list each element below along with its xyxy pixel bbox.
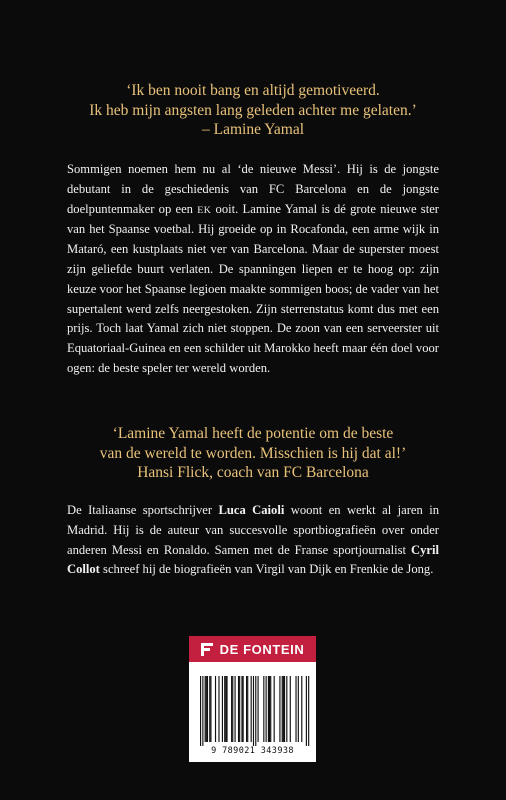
barcode-bar <box>241 676 242 742</box>
author-name: Cyril Collot <box>67 542 439 577</box>
barcode-bar <box>238 676 239 742</box>
publisher-name: DE FONTEIN <box>219 641 305 657</box>
barcode-bar <box>295 676 296 742</box>
book-summary <box>67 160 439 379</box>
publisher-badge <box>189 636 316 662</box>
barcode-bar <box>258 676 259 742</box>
quote-line: van de wereld te worden. Misschien is hij dat al!’ <box>99 444 407 462</box>
barcode-bar <box>255 676 256 746</box>
barcode-bar <box>247 676 248 742</box>
bio-text-part: De Italiaanse sportschrijver <box>67 503 219 517</box>
bio-text-part: woont en werkt al jaren in Madrid. Hij is de auteur van succesvolle sportbiografieën over onder anderen Messi en Ronaldo. Samen met de Franse sportjournalist <box>67 503 439 557</box>
barcode-bar <box>301 676 302 742</box>
barcode-bar <box>232 676 233 742</box>
barcode-bar <box>215 676 216 742</box>
barcode-bar <box>251 676 252 742</box>
barcode-bar <box>268 676 269 742</box>
barcode-bar <box>283 676 284 742</box>
barcode-bar <box>205 676 206 742</box>
barcode-bar <box>225 676 226 742</box>
author-bio <box>67 501 439 580</box>
barcode-bar <box>282 676 283 742</box>
barcode-bar <box>235 676 236 742</box>
summary-text-part: ooit. Lamine Yamal is dé grote nieuwe ster van het Spaanse voetbal. Hij groeide op in Rocafonda, een arme wijk in Mataró, een kustplaats niet ver van Barcelona. Maar de superster moest zijn geliefde buurt verlaten. De spanningen liepen er te hoog op: zijn keuze voor het Spaanse legioen maakte sommigen boos; de vader van het supertalent werd zelfs neergestoken. Zijn sterrenstatus komt dus met een prijs. Toch laat Yamal zich niet stoppen. De zoon van een serveerster uit Equatoriaal-Guinea en een schilder uit Marokko heeft maar één doel voor ogen: de beste speler ter wereld worden. <box>67 201 439 375</box>
barcode-bar <box>246 676 247 742</box>
barcode-bar <box>239 676 240 742</box>
isbn-barcode <box>189 662 316 762</box>
de-fontein-logo-icon <box>201 643 213 656</box>
bio-text-part: schreef hij de biografieën van Virgil van Dijk en Frenkie de Jong. <box>99 562 434 577</box>
barcode-bar <box>210 676 211 742</box>
opening-quote <box>40 81 466 140</box>
coach-quote <box>40 424 466 483</box>
barcode-bar <box>266 676 267 742</box>
barcode-bar <box>222 676 223 742</box>
quote-attribution: Hansi Flick, coach van FC Barcelona <box>137 464 369 481</box>
barcode-bar <box>279 676 280 742</box>
barcode-bar <box>226 676 227 742</box>
barcode-bar <box>209 676 210 742</box>
summary-text-part: Sommigen noemen hem nu al ‘de nieuwe Messi’. Hij is de jongste debutant in de geschiedenis van FC Barcelona en de jongste doelpuntenmaker op een <box>67 162 439 216</box>
barcode-bar <box>202 676 203 746</box>
barcode-bar <box>207 676 208 742</box>
barcode-bar <box>284 676 285 742</box>
quote-attribution: – Lamine Yamal <box>201 121 305 138</box>
barcode-bar <box>263 676 264 742</box>
barcode-bar <box>298 676 299 742</box>
barcode-bar <box>224 676 225 742</box>
barcode-bar <box>270 676 271 742</box>
barcode-bar <box>200 676 201 746</box>
barcode-bar <box>269 676 270 742</box>
barcode-bar <box>243 676 244 742</box>
barcode-bar <box>306 676 307 746</box>
isbn-number: 9 789021 343938 <box>211 746 294 756</box>
quote-line: Ik heb mijn angsten lang geleden achter me gelaten.’ <box>89 101 417 119</box>
barcode-bar <box>231 676 232 742</box>
barcode-bar <box>206 676 207 742</box>
barcode-bar <box>218 676 219 742</box>
quote-line: ‘Lamine Yamal heeft de potentie om de beste <box>112 425 394 442</box>
barcode-bar <box>253 676 254 746</box>
barcode-bar <box>274 676 275 742</box>
barcode-bar <box>308 676 309 746</box>
ek-abbreviation: EK <box>197 204 212 216</box>
quote-line: ‘Ik ben nooit bang en altijd gemotiveerd. <box>126 82 380 99</box>
barcode-bar <box>286 676 287 742</box>
barcode-bar <box>290 676 291 742</box>
author-name: Luca Caioli <box>218 503 285 517</box>
